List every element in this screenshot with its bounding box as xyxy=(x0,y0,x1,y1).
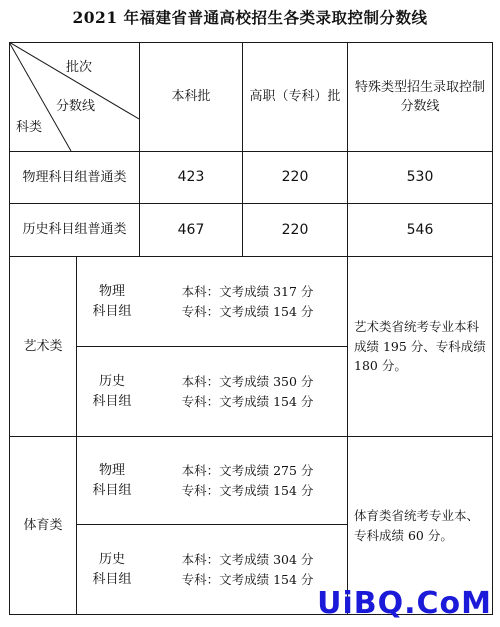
art-special-note: 艺术类省统考专业本科成绩 195 分、专科成绩 180 分。 xyxy=(354,319,486,374)
header-category-label: 科类 xyxy=(16,120,43,135)
row-physics-undergrad: 423 xyxy=(177,169,205,185)
table-right-border xyxy=(492,42,493,615)
sport-special-note: 体育类省统考专业本、专科成绩 60 分。 xyxy=(354,508,480,543)
row-history-label: 历史科目组普通类 xyxy=(22,222,127,238)
art-history-name-1: 历史 xyxy=(98,374,125,389)
sport-physics-group xyxy=(77,437,147,524)
watermark: UiBQ.CoM xyxy=(317,586,492,621)
sport-physics-name-2: 科目组 xyxy=(92,482,132,498)
art-history-vocational-score: 专科：文考成绩 154 分 xyxy=(181,393,314,409)
art-physics-name-2: 科目组 xyxy=(92,303,132,319)
header-undergrad: 本科批 xyxy=(171,89,211,105)
sport-physics-vocational-score: 专科：文考成绩 154 分 xyxy=(181,482,314,498)
header-vocational: 高职（专科）批 xyxy=(249,89,341,105)
column-divider xyxy=(347,42,348,615)
art-physics-name-1: 物理 xyxy=(98,284,125,299)
row-history-vocational: 220 xyxy=(281,221,309,238)
art-category-label: 艺术类 xyxy=(23,338,63,354)
row-physics-special: 530 xyxy=(406,169,434,185)
sport-history-vocational-score: 专科：文考成绩 154 分 xyxy=(181,571,314,587)
sport-physics-name-1: 物理 xyxy=(98,463,125,478)
sport-history-undergrad-score: 本科：文考成绩 304 分 xyxy=(181,552,314,568)
header-special: 特殊类型招生录取控制分数线 xyxy=(354,79,485,114)
sport-category-label: 体育类 xyxy=(23,517,63,533)
document-title: 2021 年福建省普通高校招生各类录取控制分数线 xyxy=(72,8,428,27)
sport-history-name-2: 科目组 xyxy=(92,571,132,587)
art-history-scores xyxy=(148,347,347,436)
art-physics-vocational-score: 专科：文考成绩 154 分 xyxy=(181,303,314,319)
art-physics-scores xyxy=(148,257,347,346)
row-physics-vocational: 220 xyxy=(281,169,309,185)
row-history-undergrad: 467 xyxy=(177,221,205,238)
sport-history-group xyxy=(77,525,147,614)
art-history-name-2: 科目组 xyxy=(92,393,132,409)
art-history-group xyxy=(77,347,147,436)
art-history-undergrad-score: 本科：文考成绩 350 分 xyxy=(181,374,314,390)
art-physics-group xyxy=(77,257,147,346)
sport-history-name-1: 历史 xyxy=(98,552,125,567)
header-batch-label: 批次 xyxy=(66,60,93,75)
row-history-special: 546 xyxy=(406,221,434,238)
header-score-label: 分数线 xyxy=(56,99,96,114)
sport-physics-scores xyxy=(148,437,347,524)
sport-physics-undergrad-score: 本科：文考成绩 275 分 xyxy=(181,463,314,479)
art-physics-undergrad-score: 本科：文考成绩 317 分 xyxy=(181,284,314,300)
row-physics-label: 物理科目组普通类 xyxy=(22,169,127,185)
